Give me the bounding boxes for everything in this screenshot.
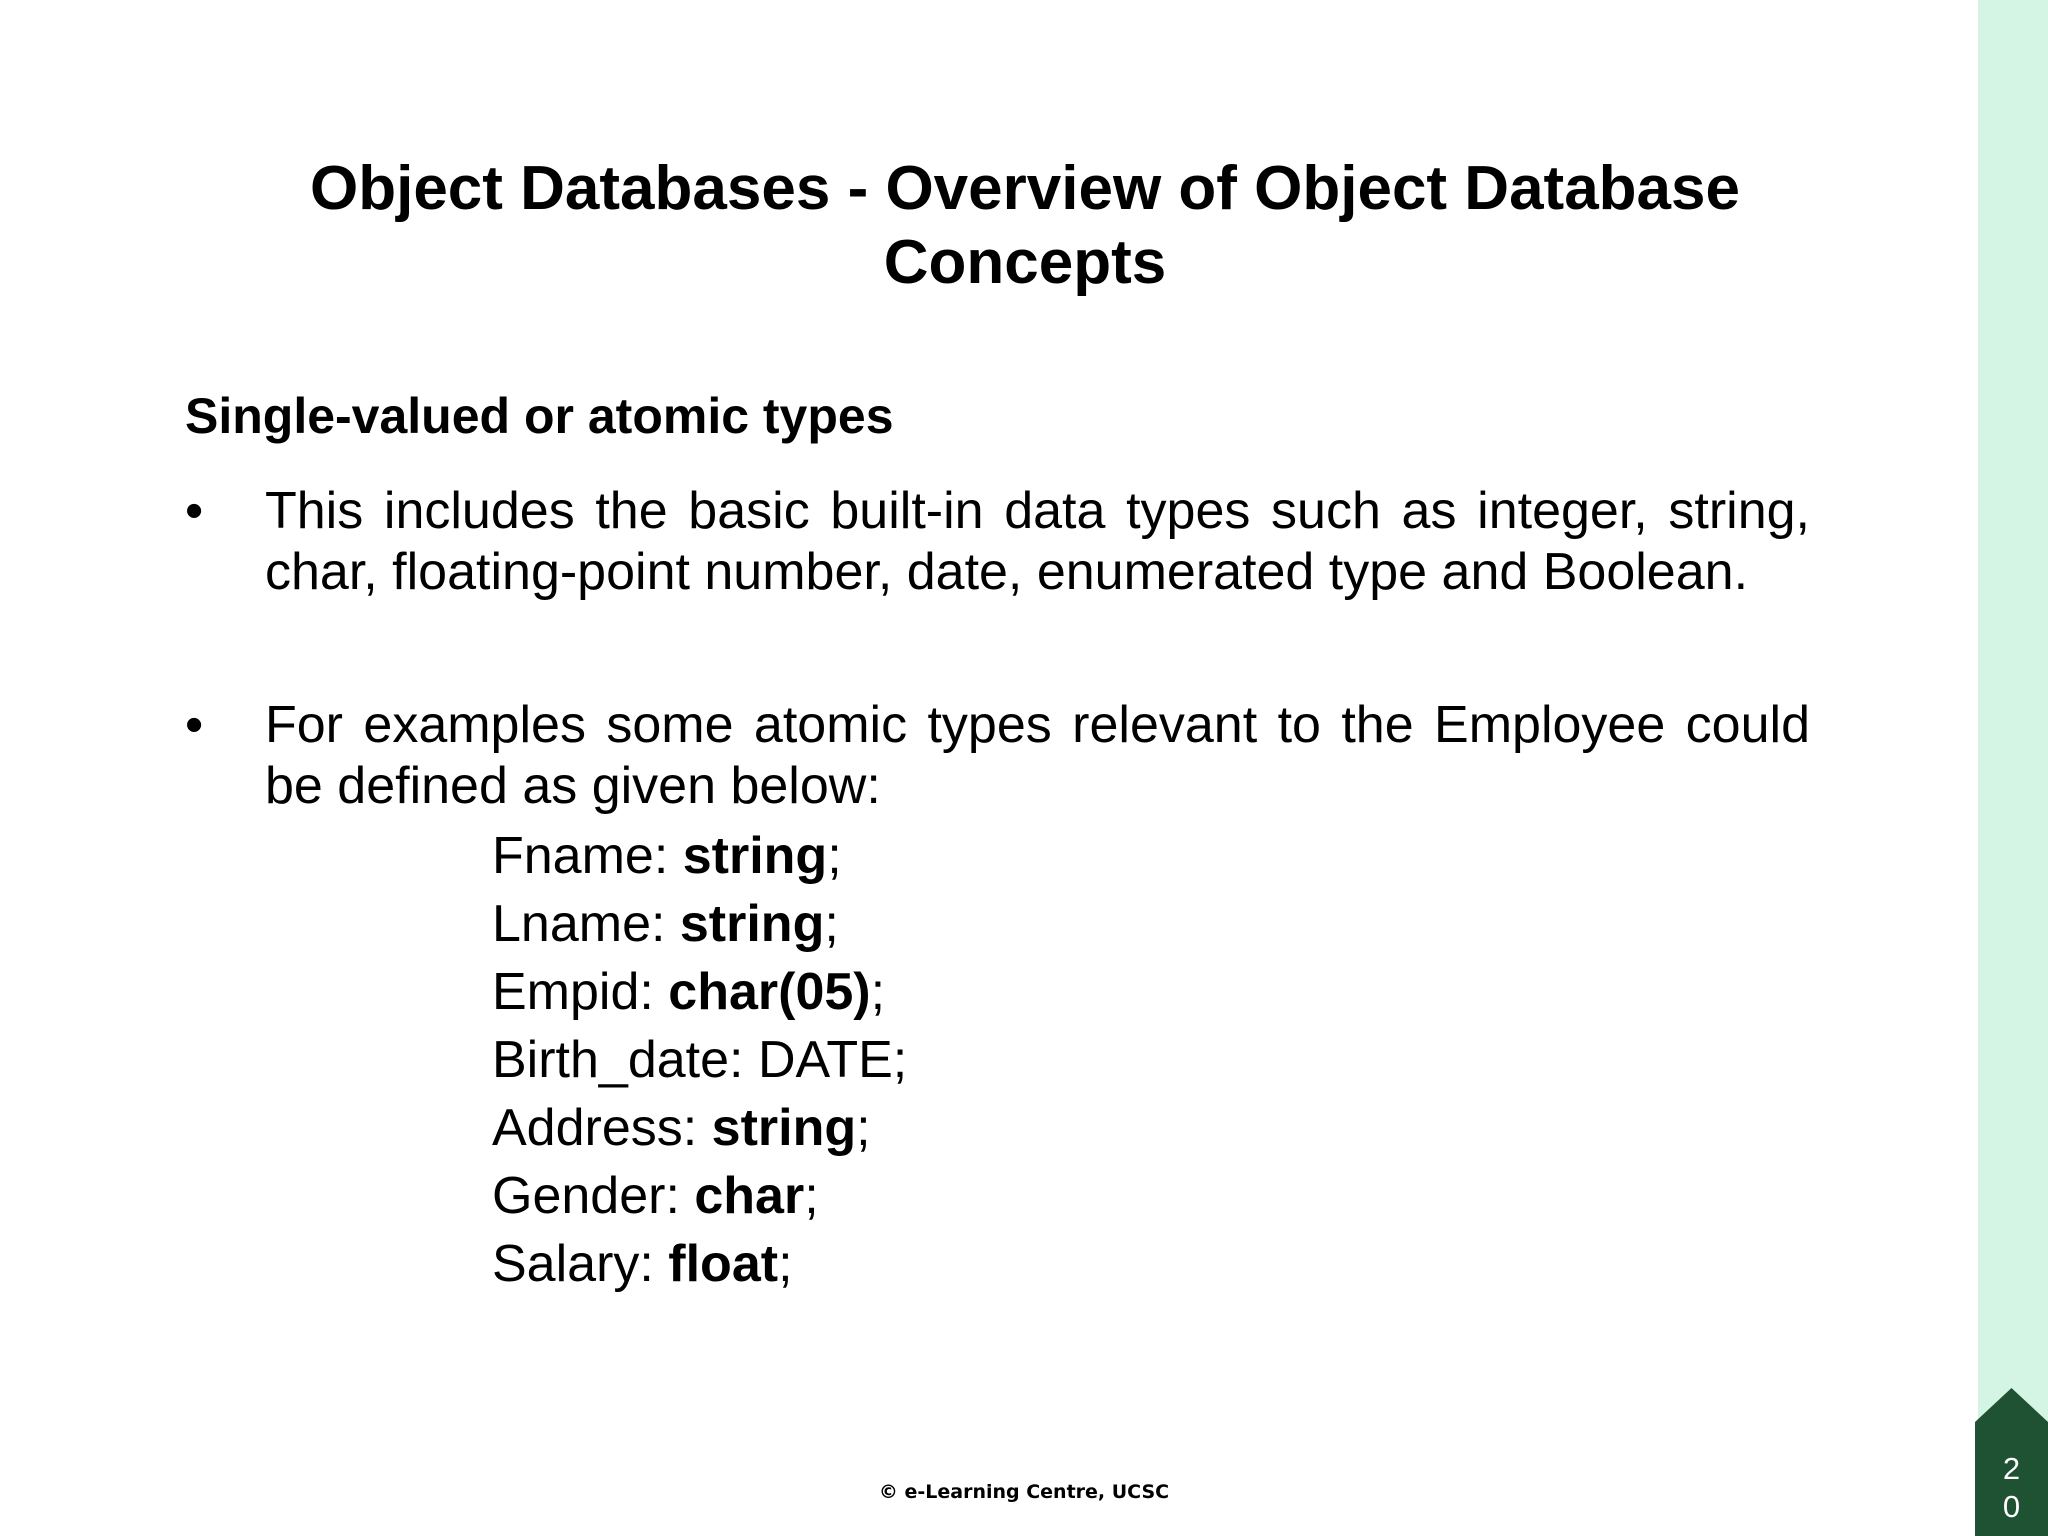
attribute-line [492, 1026, 907, 1094]
attribute-end: ; [827, 827, 842, 885]
attribute-type: char(05) [668, 963, 871, 1021]
attribute-end: ; [870, 963, 886, 1021]
attribute-name: Birth_date: DATE; [492, 1031, 908, 1089]
footer-copyright: © e-Learning Centre, UCSC [878, 1481, 1170, 1503]
attribute-end: ; [804, 1167, 819, 1225]
attribute-name: Gender: [492, 1167, 695, 1225]
attribute-line [492, 822, 907, 890]
attribute-line [492, 958, 907, 1026]
page-number-badge [1975, 1388, 2048, 1536]
slide-title: Object Databases - Overview of Object Database Concepts [310, 154, 1740, 297]
attribute-line [492, 1230, 907, 1298]
bullet-item [185, 695, 1810, 817]
attribute-name: Address: [492, 1099, 712, 1157]
attribute-name: Salary: [492, 1235, 669, 1293]
attribute-end: ; [856, 1099, 871, 1157]
attribute-type: string [711, 1099, 857, 1157]
bullet-text: For examples some atomic types relevant to the Employee could be defined as given below: [265, 696, 1810, 815]
attribute-name: Fname: [492, 827, 683, 885]
bullet-marker: • [185, 696, 204, 754]
attribute-type: float [668, 1235, 779, 1293]
attribute-type: char [694, 1167, 805, 1225]
page-number-digit: 0 [2002, 1489, 2021, 1524]
attribute-name: Lname: [492, 895, 680, 953]
attribute-line [492, 1162, 907, 1230]
attribute-list [492, 822, 907, 1298]
bullet-item [185, 481, 1810, 603]
attribute-type: string [682, 827, 828, 885]
attribute-line [492, 1094, 907, 1162]
bullet-text: This includes the basic built-in data types such as integer, string, char, floating-point number, date, enumerated type and Boolean. [265, 482, 1810, 601]
attribute-name: Empid: [492, 963, 669, 1021]
page-number-digit: 2 [2002, 1451, 2021, 1486]
attribute-end: ; [778, 1235, 793, 1293]
attribute-line [492, 890, 907, 958]
attribute-type: string [679, 895, 825, 953]
side-bar [1978, 0, 2048, 1536]
section-heading: Single-valued or atomic types [185, 388, 894, 444]
bullet-marker: • [185, 482, 204, 540]
attribute-end: ; [824, 895, 839, 953]
